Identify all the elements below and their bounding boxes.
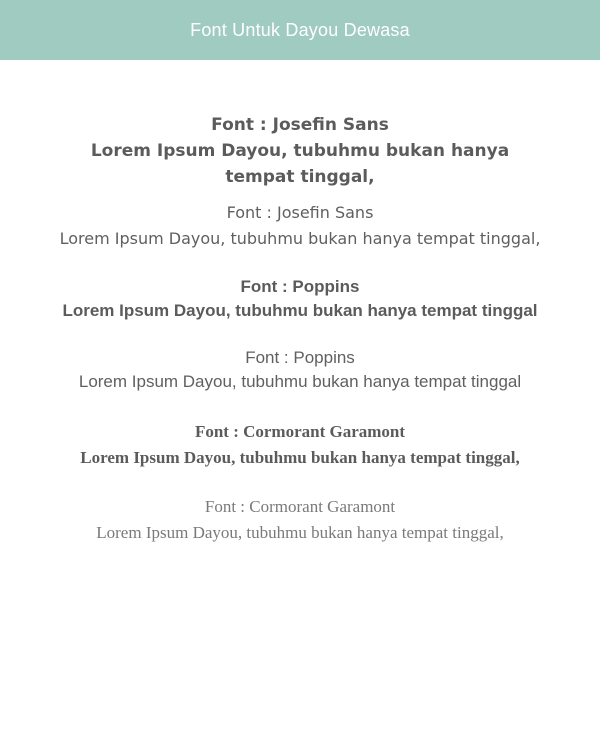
font-name-label: Font : Josefin Sans <box>211 115 389 135</box>
font-sample-text: Lorem Ipsum Dayou, tubuhmu bukan hanya tempat tinggal, <box>90 141 510 187</box>
font-sample-text: Lorem Ipsum Dayou, tubuhmu bukan hanya tempat tinggal <box>62 301 538 320</box>
page-title: Font Untuk Dayou Dewasa <box>190 19 410 40</box>
font-name-label: Font : Cormorant Garamont <box>204 497 396 516</box>
font-sample-cormorant-bold <box>0 419 600 471</box>
font-name-label: Font : Poppins <box>240 277 360 296</box>
font-sample-text: Lorem Ipsum Dayou, tubuhmu bukan hanya tempat tinggal, <box>59 229 541 248</box>
font-sample-text: Lorem Ipsum Dayou, tubuhmu bukan hanya tempat tinggal, <box>80 448 520 467</box>
font-name-label: Font : Josefin Sans <box>226 203 374 222</box>
font-name-label: Font : Poppins <box>245 348 355 367</box>
font-sample-cormorant-regular <box>0 494 600 546</box>
font-sample-text: Lorem Ipsum Dayou, tubuhmu bukan hanya tempat tinggal, <box>96 523 504 542</box>
font-sample-poppins-bold <box>0 275 600 323</box>
font-sample-poppins-regular <box>0 346 600 394</box>
header-bar <box>0 0 600 60</box>
font-sample-josefin-sans-regular <box>0 200 600 252</box>
font-sample-text: Lorem Ipsum Dayou, tubuhmu bukan hanya tempat tinggal <box>78 372 522 391</box>
font-sample-josefin-sans-bold <box>0 112 600 190</box>
font-name-label: Font : Cormorant Garamont <box>194 422 406 441</box>
